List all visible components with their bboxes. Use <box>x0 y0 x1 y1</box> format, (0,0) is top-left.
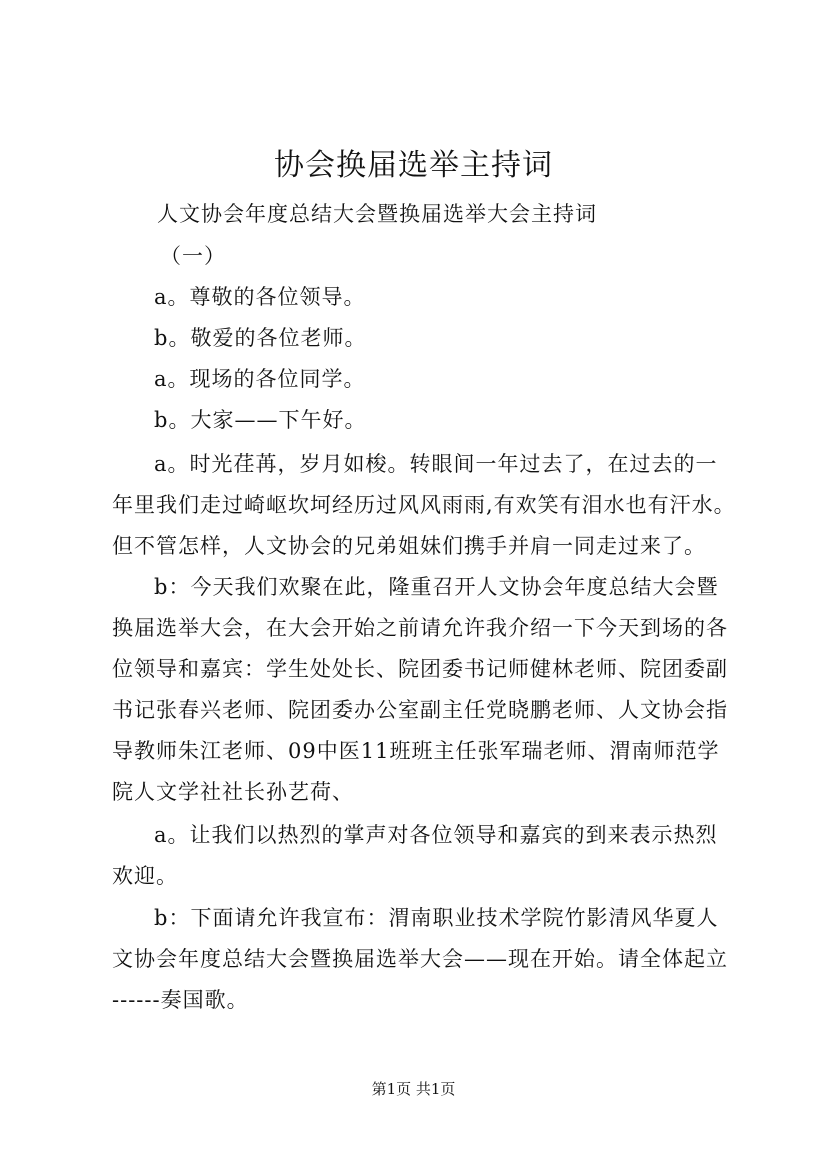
paragraph-line: 导教师朱江老师、09中医11班班主任张军瑞老师、渭南师范学 <box>112 739 720 763</box>
document-body <box>112 236 734 277</box>
paragraph-line: 年里我们走过崎岖坎坷经历过风风雨雨,有欢笑有泪水也有汗水。 <box>112 493 736 517</box>
greeting-line: b。敬爱的各位老师。 <box>154 326 367 350</box>
paragraph-line: 但不管怎样，人文协会的兄弟姐妹们携手并肩一同走过来了。 <box>112 534 706 558</box>
paragraph-line: 换届选举大会，在大会开始之前请允许我介绍一下今天到场的各 <box>112 616 728 640</box>
paragraph-line: ------奏国歌。 <box>112 988 249 1012</box>
page-number-footer: 第1页 共1页 <box>371 1080 456 1098</box>
paragraph-line: a。让我们以热烈的掌声对各位领导和嘉宾的到来表示热烈 <box>154 823 718 847</box>
greeting-line: a。现场的各位同学。 <box>154 367 366 391</box>
paragraph-line: 欢迎。 <box>112 864 178 888</box>
paragraph-line: 书记张春兴老师、院团委办公室副主任党晓鹏老师、人文协会指 <box>112 698 728 722</box>
paragraph-line: b：下面请允许我宣布：渭南职业技术学院竹影清风华夏人 <box>154 906 719 930</box>
paragraph-3 <box>112 815 734 897</box>
paragraph-line: 位领导和嘉宾：学生处处长、院团委书记师健林老师、院团委副 <box>112 657 728 681</box>
paragraph-line: a。时光荏苒，岁月如梭。转眼间一年过去了，在过去的一 <box>154 452 718 476</box>
greeting-line: b。大家——下午好。 <box>154 408 367 432</box>
paragraph-4 <box>112 898 734 1021</box>
paragraph-1 <box>112 444 734 567</box>
paragraph-line: b：今天我们欢聚在此，隆重召开人文协会年度总结大会暨 <box>154 575 719 599</box>
document-subtitle: 人文协会年度总结大会暨换届选举大会主持词 <box>157 202 597 226</box>
paragraph-2 <box>112 567 734 813</box>
section-marker: （一） <box>160 244 226 268</box>
document-title: 协会换届选举主持词 <box>274 148 553 183</box>
greeting-lines <box>112 277 734 441</box>
paragraph-line: 院人文学社社长孙艺荷、 <box>112 780 354 804</box>
paragraph-line: 文协会年度总结大会暨换届选举大会——现在开始。请全体起立 <box>112 947 728 971</box>
greeting-line: a。尊敬的各位领导。 <box>154 285 366 309</box>
